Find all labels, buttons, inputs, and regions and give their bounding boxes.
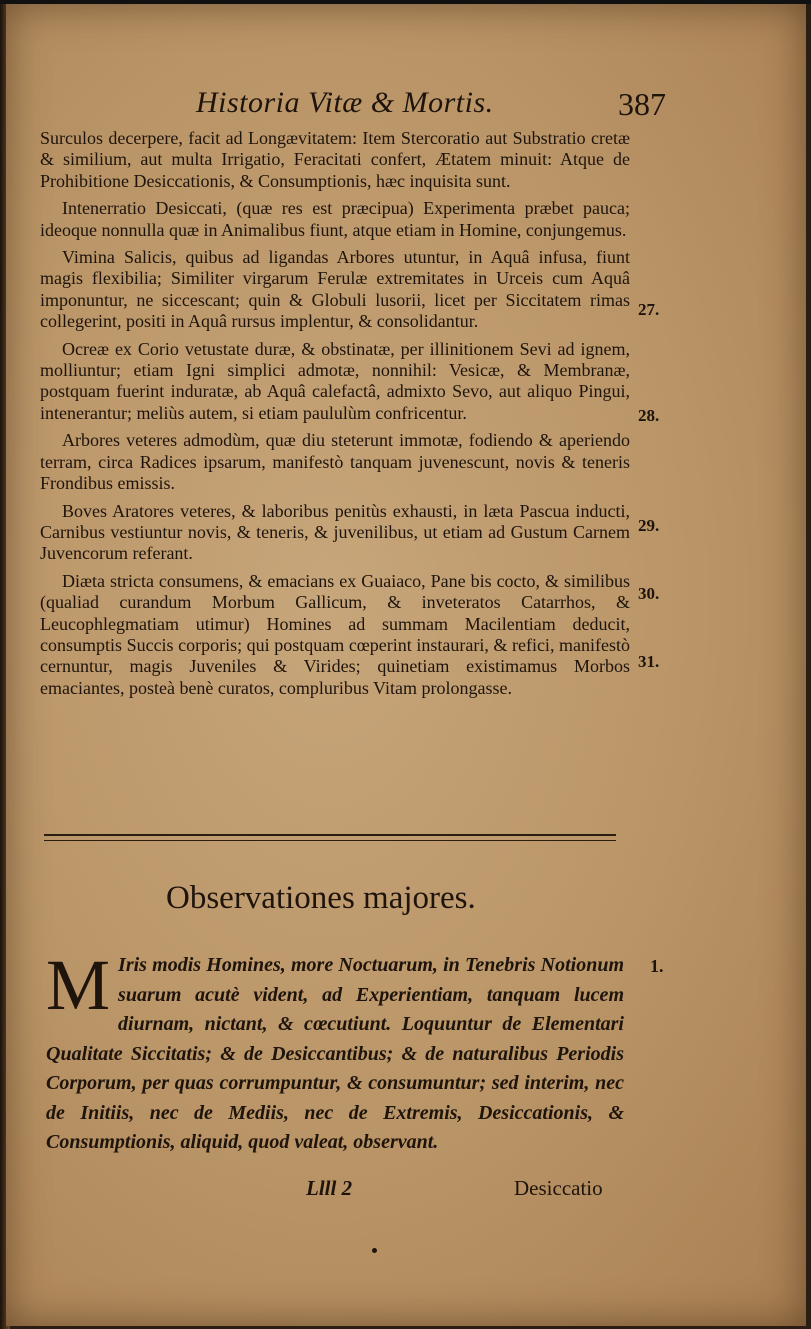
paragraph: Vimina Salicis, quibus ad ligandas Arbores utuntur, in Aquâ infusa, fiunt magis flexibilia; Similiter virgarum Ferulæ extremitates in Urceis cum Aquâ imponuntur, ne siccescant; quin & Globuli lusorii, licet per Siccitatem rimas collegerint, positi in Aquâ rursus implentur, & consolidantur. — [40, 247, 630, 332]
paragraph: Boves Aratores veteres, & laboribus penitùs exhausti, in læta Pascua inducti, Carnibus vestiuntur novis, & teneris, & juvenilibus, ut etiam ad Gustum Carnem Juvencorum referant. — [40, 500, 630, 564]
ink-dot — [372, 1248, 377, 1253]
paragraph: Diæta stricta consumens, & emacians ex Guaiaco, Pane bis cocto, & similibus (qualiad curandum Morbum Gallicum, & inveteratos Catarrhos, & Leucophlegmatiam utimur) Homines ad summam Macilentiam deducit, consumptis Succis corporis; qui postquam cœperint instaurari, & refici, manifestò cernuntur, magis Juveniles & Virides; quinetiam existimamus Morbos emaciantes, posteà benè curatos, compluribus Vitam prolongasse. — [40, 570, 630, 698]
signature-mark: Llll 2 — [306, 1176, 353, 1200]
margin-number: 29. — [638, 516, 660, 535]
main-text — [40, 128, 630, 705]
paragraph: Ocreæ ex Corio vetustate duræ, & obstinatæ, per illinitionem Sevi ad ignem, molliuntur; etiam Igni simplici admotæ, nonnihil: Vesicæ, & Membranæ, postquam fuerint induratæ, ab Aquâ calefactâ, admixto Sevo, aut aliquo Pingui, intenerantur; meliùs autem, si etiam paululùm confricentur. — [40, 338, 630, 423]
book-page — [6, 4, 806, 1326]
page-number: 387 — [618, 86, 666, 122]
observation-text — [46, 945, 624, 1158]
paragraph: Intenerratio Desiccati, (quæ res est præcipua) Experimenta præbet pauca; ideoque nonnulla quæ in Animalibus fiunt, atque etiam in Homine, conjungemus. — [40, 198, 630, 240]
margin-number: 31. — [638, 652, 660, 671]
page-header — [6, 86, 806, 126]
paragraph: Arbores veteres admodùm, quæ diu steterunt immotæ, fodiendo & aperiendo terram, circa Radices ipsarum, manifestò tanquam juvenescunt, novis & teneris Frondibus emissis. — [40, 430, 630, 494]
margin-number: 28. — [638, 406, 660, 425]
section-rule — [44, 834, 616, 836]
observation-body: Iris modis Homines, more Noctuarum, in Tenebris Notionum suarum acutè vident, ad Experientiam, tanquam lucem diurnam, nictant, & cœcutiunt. Loquuntur de Elementari Qualitate Siccitatis; & de Desiccantibus; & de naturalibus Periodis Corporum, per quas corrumpuntur, & consumuntur; sed interim, nec de Initiis, nec de Mediis, nec de Extremis, Desiccationis, & Consumptionis, aliquid, quod valeat, observant. — [46, 954, 624, 1153]
drop-cap: M — [46, 945, 111, 1025]
margin-number: 30. — [638, 584, 660, 603]
section-rule-thin — [44, 840, 616, 841]
section-title: Observationes majores. — [166, 880, 476, 916]
catchword: Desiccatio — [514, 1176, 603, 1200]
observation-number: 1. — [650, 956, 664, 976]
margin-number: 27. — [638, 300, 660, 319]
paragraph: Surculos decerpere, facit ad Longævitatem: Item Stercoratio aut Substratio cretæ & similium, aut multa Irrigatio, Feracitati confert, Ætatem minuit: Atque de Prohibitione Desiccationis, & Consumptionis, hæc inquisita sunt. — [40, 128, 630, 191]
running-title: Historia Vitæ & Mortis. — [196, 86, 494, 119]
